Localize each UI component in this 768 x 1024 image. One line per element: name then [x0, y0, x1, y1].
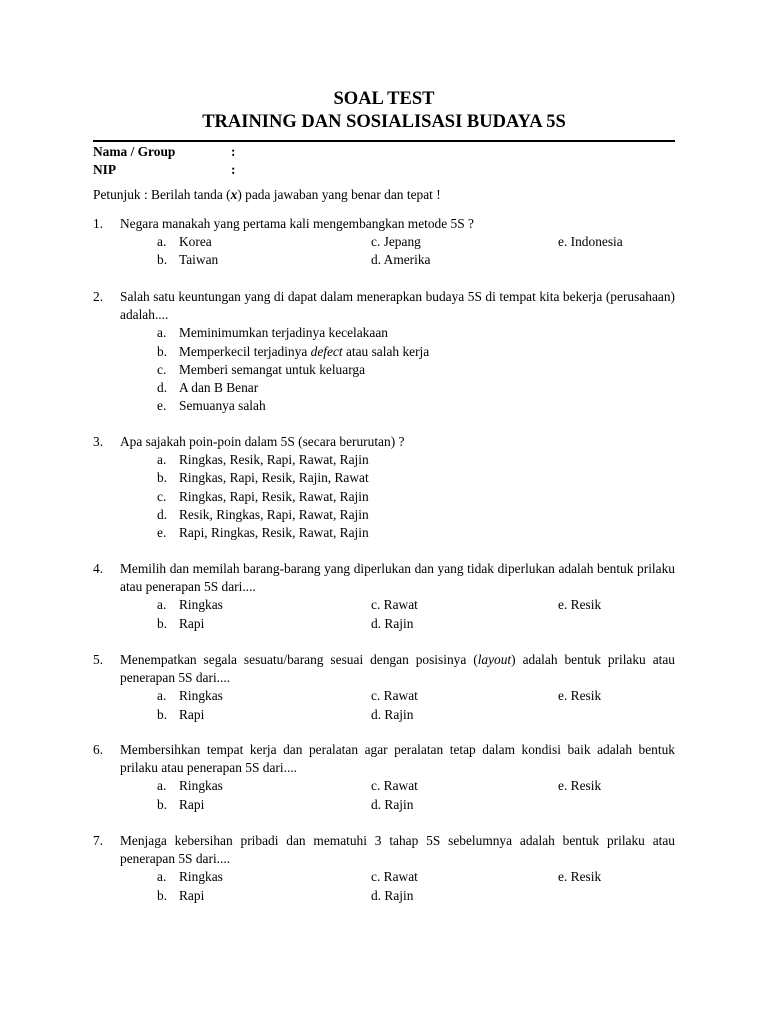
- option-d[interactable]: d. Rajin: [371, 796, 414, 812]
- question-4: [93, 560, 675, 633]
- option-c[interactable]: c. Rawat: [371, 688, 418, 704]
- document-subtitle: TRAINING DAN SOSIALISASI BUDAYA 5S: [202, 112, 566, 132]
- question-number: 7.: [93, 833, 104, 848]
- option-b[interactable]: b. Ringkas, Rapi, Resik, Rajin, Rawat: [157, 470, 369, 486]
- document-title: SOAL TEST: [333, 89, 435, 109]
- question-2: [93, 288, 675, 415]
- option-e[interactable]: e. Resik: [558, 778, 602, 794]
- answer-options: [93, 687, 675, 723]
- option-b[interactable]: b. Rapi: [157, 796, 205, 812]
- option-e[interactable]: e. Semuanya salah: [157, 398, 266, 414]
- question-text: Negara manakah yang pertama kali mengembangkan metode 5S ?: [120, 216, 474, 231]
- answer-options: [93, 451, 675, 542]
- option-e[interactable]: e. Rapi, Ringkas, Resik, Rawat, Rajin: [157, 524, 369, 540]
- option-e[interactable]: e. Resik: [558, 869, 602, 885]
- title-divider: [93, 140, 675, 142]
- answer-options: [93, 596, 675, 632]
- question-7: [93, 832, 675, 905]
- question-text: Menjaga kebersihan pribadi dan mematuhi 3 tahap 5S sebelumnya adalah bentuk prilaku atau penerapan 5S dari....: [120, 833, 675, 867]
- question-text: Membersihkan tempat kerja dan peralatan agar peralatan tetap dalam kondisi baik adalah bentuk prilaku atau penerapan 5S dari....: [120, 742, 675, 776]
- option-d[interactable]: d. Amerika: [371, 252, 431, 268]
- option-b[interactable]: b. Rapi: [157, 887, 205, 903]
- answer-options: [93, 868, 675, 904]
- option-a[interactable]: a. Ringkas: [157, 688, 223, 704]
- question-text: Memilih dan memilah barang-barang yang diperlukan dan yang tidak diperlukan adalah bentuk prilaku atau penerapan 5S dari....: [120, 561, 675, 595]
- question-number: 5.: [93, 652, 104, 667]
- option-a[interactable]: a. Meminimumkan terjadinya kecelakaan: [157, 325, 388, 341]
- option-d[interactable]: d. Rajin: [371, 615, 414, 631]
- question-6: [93, 741, 675, 814]
- option-d[interactable]: d. A dan B Benar: [157, 379, 259, 395]
- option-e[interactable]: e. Indonesia: [558, 234, 623, 250]
- option-a[interactable]: a. Ringkas: [157, 597, 223, 613]
- option-d[interactable]: d. Rajin: [371, 887, 414, 903]
- option-c[interactable]: c. Jepang: [371, 234, 421, 250]
- name-group-label: Nama / Group: [93, 144, 176, 159]
- option-a[interactable]: a. Korea: [157, 234, 212, 250]
- option-e[interactable]: e. Resik: [558, 597, 602, 613]
- option-b[interactable]: b. Rapi: [157, 706, 205, 722]
- option-a[interactable]: a. Ringkas: [157, 778, 223, 794]
- question-text: Apa sajakah poin-poin dalam 5S (secara berurutan) ?: [120, 434, 405, 449]
- question-5: [93, 651, 675, 724]
- option-d[interactable]: d. Rajin: [371, 706, 414, 722]
- nip-colon: :: [231, 162, 236, 177]
- option-b[interactable]: b. Taiwan: [157, 252, 219, 268]
- option-b[interactable]: b. Memperkecil terjadinya defect atau salah kerja: [157, 343, 430, 359]
- instruction-mark: x: [230, 187, 238, 202]
- option-a[interactable]: a. Ringkas: [157, 869, 223, 885]
- question-1: [93, 215, 675, 270]
- option-a[interactable]: a. Ringkas, Resik, Rapi, Rawat, Rajin: [157, 452, 369, 468]
- answer-options: [93, 324, 675, 415]
- answer-options: [93, 777, 675, 813]
- option-b[interactable]: b. Rapi: [157, 615, 205, 631]
- answer-options: [93, 233, 675, 269]
- option-d[interactable]: d. Resik, Ringkas, Rapi, Rawat, Rajin: [157, 506, 369, 522]
- question-number: 3.: [93, 434, 104, 449]
- option-c[interactable]: c. Rawat: [371, 597, 418, 613]
- question-number: 2.: [93, 289, 104, 304]
- option-c[interactable]: c. Rawat: [371, 869, 418, 885]
- nip-label: NIP: [93, 162, 117, 177]
- question-3: [93, 433, 675, 542]
- option-c[interactable]: c. Memberi semangat untuk keluarga: [157, 361, 366, 377]
- option-c[interactable]: c. Rawat: [371, 778, 418, 794]
- option-e[interactable]: e. Resik: [558, 688, 602, 704]
- question-text: Menempatkan segala sesuatu/barang sesuai dengan posisinya (layout) adalah bentuk prilaku atau penerapan 5S dari....: [120, 652, 675, 686]
- question-number: 1.: [93, 216, 104, 231]
- name-group-colon: :: [231, 144, 236, 159]
- question-number: 6.: [93, 742, 104, 757]
- question-text: Salah satu keuntungan yang di dapat dalam menerapkan budaya 5S di tempat kita bekerja (perusahaan) adalah....: [120, 289, 675, 323]
- option-c[interactable]: c. Ringkas, Rapi, Resik, Rawat, Rajin: [157, 488, 369, 504]
- instruction-text: Petunjuk : Berilah tanda (x) pada jawaban yang benar dan tepat !: [93, 187, 441, 202]
- question-number: 4.: [93, 561, 104, 576]
